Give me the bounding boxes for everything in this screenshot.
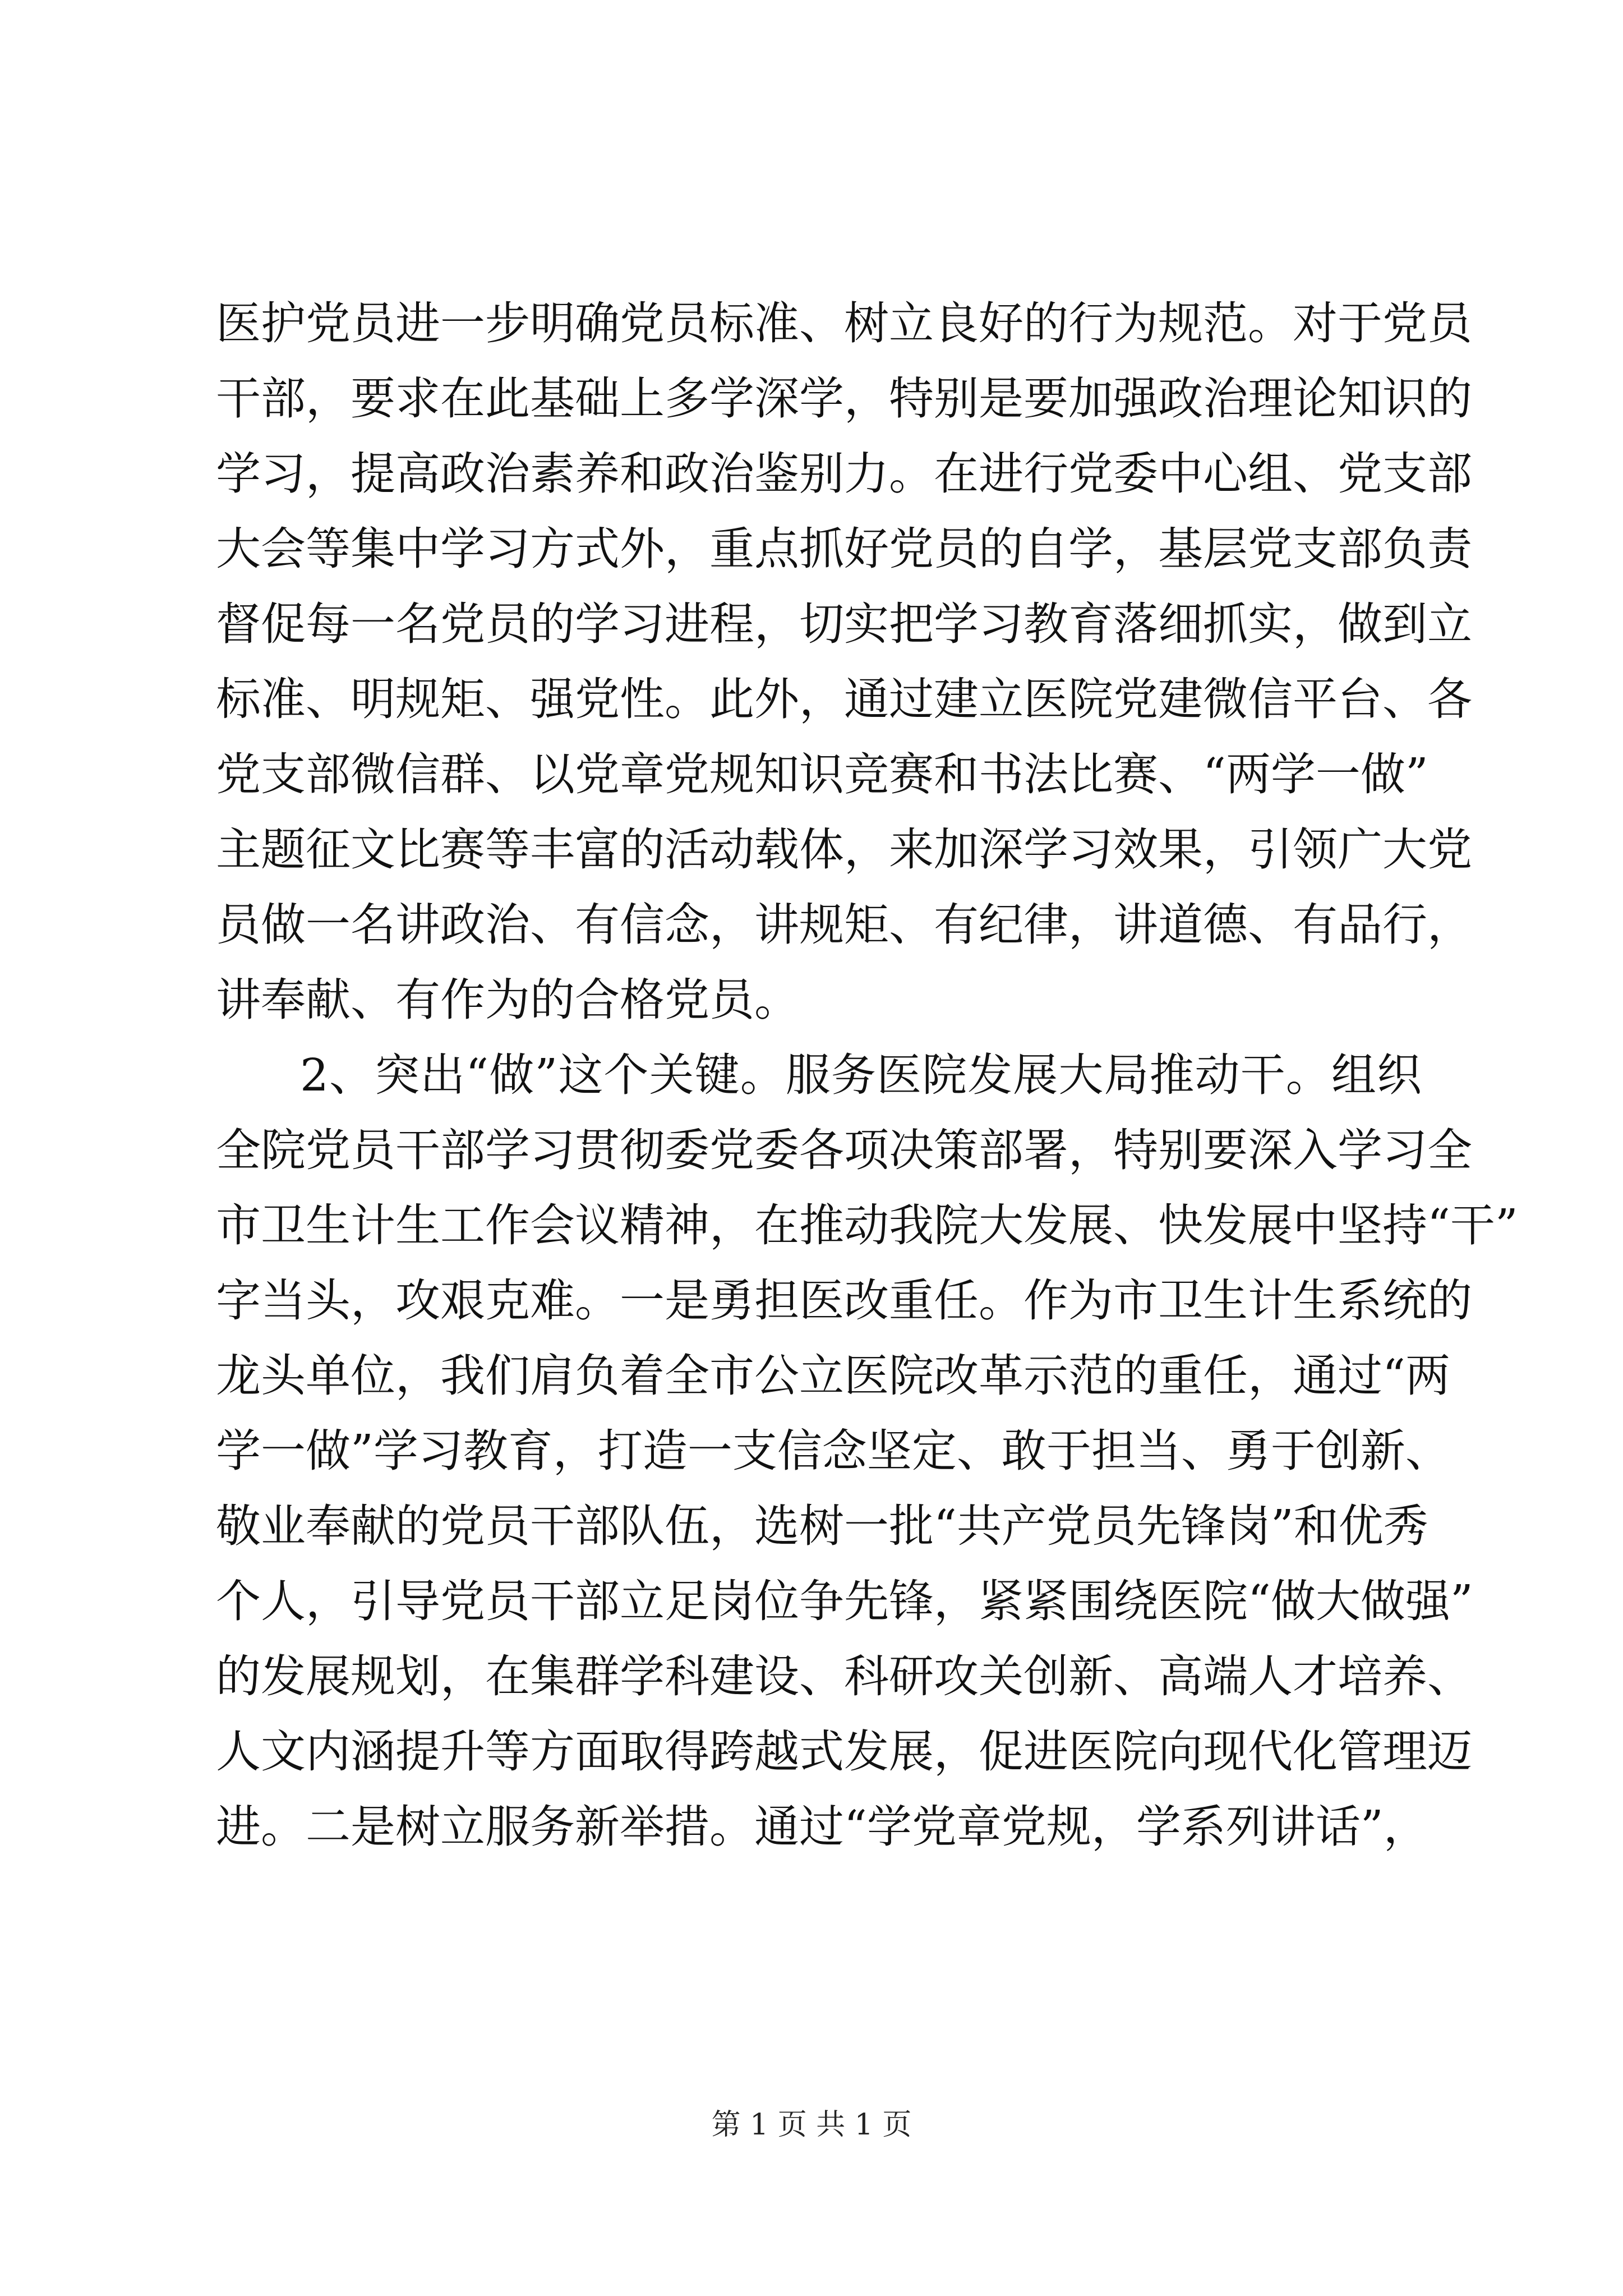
paragraph-1-line-6: 标准、明规矩、强党性。此外，通过建立医院党建微信平台、各 (216, 673, 1472, 725)
paragraph-1-line-9: 员做一名讲政治、有信念，讲规矩、有纪律，讲道德、有品行， (216, 899, 1472, 951)
paragraph-2-line-4: 字当头，攻艰克难。一是勇担医改重任。作为市卫生计生系统的 (216, 1274, 1472, 1327)
paragraph-2-line-2: 全院党员干部学习贯彻委党委各项决策部署，特别要深入学习全 (216, 1124, 1472, 1176)
paragraph-2-line-9: 的发展规划，在集群学科建设、科研攻关创新、高端人才培养、 (216, 1650, 1472, 1703)
paragraph-1-line-1: 医护党员进一步明确党员标准、树立良好的行为规范。对于党员 (216, 297, 1472, 349)
paragraph-1-line-4: 大会等集中学习方式外，重点抓好党员的自学，基层党支部负责 (216, 523, 1472, 575)
page-footer: 第 1 页 共 1 页 (711, 2108, 912, 2142)
paragraph-2-line-1: 2、突出“做”这个关键。服务医院发展大局推动干。组织 (300, 1049, 1422, 1101)
paragraph-2-line-5: 龙头单位，我们肩负着全市公立医院改革示范的重任，通过“两 (216, 1350, 1450, 1402)
paragraph-2-line-6: 学一做”学习教育，打造一支信念坚定、敢于担当、勇于创新、 (216, 1425, 1450, 1477)
document-body (216, 286, 1518, 1865)
paragraph-2-line-10: 人文内涵提升等方面取得跨越式发展，促进医院向现代化管理迈 (216, 1726, 1472, 1778)
paragraph-1-line-3: 学习，提高政治素养和政治鉴别力。在进行党委中心组、党支部 (216, 448, 1472, 500)
paragraph-2-line-11: 进。二是树立服务新举措。通过“学党章党规，学系列讲话”， (216, 1801, 1428, 1853)
paragraph-1-line-5: 督促每一名党员的学习进程，切实把学习教育落细抓实，做到立 (216, 598, 1472, 650)
paragraph-2-line-7: 敬业奉献的党员干部队伍，选树一批“共产党员先锋岗”和优秀 (216, 1500, 1428, 1552)
paragraph-2-line-8: 个人，引导党员干部立足岗位争先锋，紧紧围绕医院“做大做强” (216, 1575, 1473, 1627)
paragraph-2-line-3: 市卫生计生工作会议精神，在推动我院大发展、快发展中坚持“干” (216, 1199, 1518, 1251)
paragraph-1-line-10: 讲奉献、有作为的合格党员。 (216, 974, 799, 1026)
paragraph-1-line-8: 主题征文比赛等丰富的活动载体，来加深学习效果，引领广大党 (216, 823, 1472, 876)
paragraph-1-line-2: 干部，要求在此基础上多学深学，特别是要加强政治理论知识的 (216, 372, 1472, 425)
paragraph-1-line-7: 党支部微信群、以党章党规知识竞赛和书法比赛、“两学一做” (216, 748, 1428, 800)
